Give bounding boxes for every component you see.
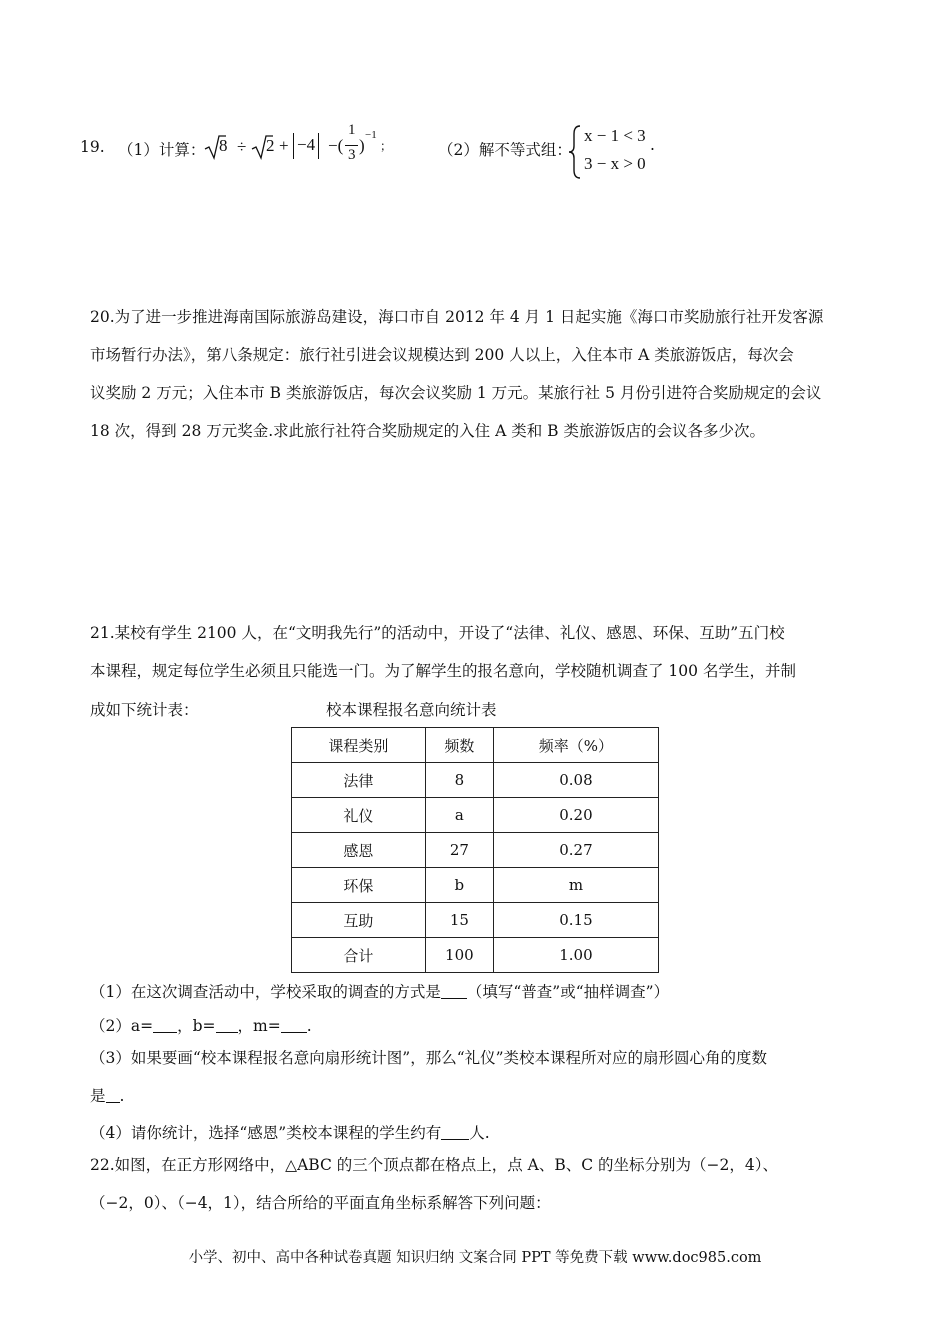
divide-sign: ÷: [237, 137, 247, 156]
question-21: [90, 614, 860, 690]
q19-period: .: [650, 136, 655, 154]
fraction-numerator: 1: [348, 122, 356, 138]
absolute-value: −4: [293, 133, 319, 159]
page-footer: 小学、初中、高中各种试卷真题 知识归纳 文案合同 PPT 等免费下载 www.doc985.com: [188, 1250, 762, 1266]
q19-number: 19.: [80, 138, 105, 156]
question-20: [90, 298, 860, 450]
table-header-cell: 频率（%）: [493, 728, 658, 763]
q21-sub4-text: （4）请你统计，选择“感恩”类校本课程的学生约有: [90, 1124, 442, 1142]
q21-sub1-text: （1）在这次调查活动中，学校采取的调查的方式是: [90, 983, 441, 1001]
sqrt-radicand-2: 2: [266, 136, 275, 155]
q22-line: 22.如图，在正方形网络中，△ABC 的三个顶点都在格点上，点 A、B、C 的坐标分别为（−2，4）、: [90, 1156, 778, 1174]
q21-sub1: [90, 980, 669, 1002]
q21-sub3: [90, 1039, 860, 1115]
table-cell: 27: [425, 833, 493, 868]
table-header-cell: 课程类别: [292, 728, 426, 763]
q21-line: 21.某校有学生 2100 人，在“文明我先行”的活动中，开设了“法律、礼仪、感恩、环保、互助”五门校: [90, 624, 785, 642]
table-cell: b: [425, 868, 493, 903]
inequality-line-1: x − 1 < 3: [584, 126, 646, 145]
table-cell: 合计: [292, 938, 426, 973]
table-cell: 8: [425, 763, 493, 798]
q21-sub3-period: .: [119, 1087, 125, 1105]
question-22: [90, 1146, 860, 1222]
q20-line: 18 次，得到 28 万元奖金.求此旅行社符合奖励规定的入住 A 类和 B 类旅游饭店的会议各多少次。: [90, 422, 765, 440]
semicolon: ；: [380, 139, 393, 153]
q19-part1-label: （1）计算：: [118, 141, 206, 159]
q20-line: 20.为了进一步推进海南国际旅游岛建设，海口市自 2012 年 4 月 1 日起实施《海口市奖励旅行社开发客源: [90, 308, 824, 326]
answer-blank[interactable]: [441, 984, 467, 999]
table-row: [292, 903, 659, 938]
q21-sub1-hint: （填写“普查”或“抽样调查”）: [466, 983, 670, 1001]
table-cell: m: [493, 868, 658, 903]
table-cell: a: [425, 798, 493, 833]
table-cell: 0.15: [493, 903, 658, 938]
fraction-denominator: 3: [348, 147, 356, 163]
q20-line: 议奖励 2 万元；入住本市 B 类旅游饭店，每次会议奖励 1 万元。某旅行社 5 月份引进符合奖励规定的会议: [90, 384, 822, 402]
close-paren: ): [359, 136, 365, 155]
table-row: [292, 833, 659, 868]
q21-sub4: [90, 1121, 490, 1143]
minus-open-paren: −(: [328, 136, 344, 155]
plus-sign: +: [279, 136, 289, 155]
exponent: −1: [365, 129, 377, 141]
answer-blank[interactable]: [106, 1088, 120, 1103]
q20-line: 市场暂行办法》，第八条规定：旅行社引进会议规模达到 200 人以上，入住本市 A 类旅游饭店，每次会: [90, 346, 794, 364]
table-row: [292, 938, 659, 973]
q21-line: 本课程，规定每位学生必须且只能选一门。为了解学生的报名意向，学校随机调查了 100 名学生，并制: [90, 662, 796, 680]
q21-line-3: 成如下统计表：: [90, 701, 199, 719]
table-row: [292, 763, 659, 798]
table-cell: 100: [425, 938, 493, 973]
table-cell: 感恩: [292, 833, 426, 868]
statistics-table: [291, 727, 659, 973]
q21-sub2: [90, 1014, 312, 1036]
table-row: [292, 798, 659, 833]
q22-line: （−2，0）、（−4，1），结合所给的平面直角坐标系解答下列问题：: [90, 1194, 551, 1212]
answer-blank-m[interactable]: [281, 1018, 307, 1033]
answer-blank[interactable]: [441, 1125, 469, 1140]
inequality-line-2: 3 − x > 0: [584, 154, 646, 173]
table-cell: 礼仪: [292, 798, 426, 833]
table-cell: 15: [425, 903, 493, 938]
table-cell: 互助: [292, 903, 426, 938]
table-cell: 1.00: [493, 938, 658, 973]
answer-blank-b[interactable]: [216, 1018, 238, 1033]
table-header-cell: 频数: [425, 728, 493, 763]
table-title: 校本课程报名意向统计表: [326, 701, 497, 719]
q21-sub2-text: （2）a=: [90, 1017, 154, 1035]
table-cell: 0.08: [493, 763, 658, 798]
table-cell: 环保: [292, 868, 426, 903]
left-brace-icon: [568, 124, 582, 180]
q21-sub4-text: 人.: [469, 1124, 490, 1142]
q21-sub3-text: 是: [90, 1087, 106, 1105]
sqrt-radicand-8: 8: [219, 136, 228, 155]
q21-sub3-line: （3）如果要画“校本课程报名意向扇形统计图”，那么“礼仪”类校本课程所对应的扇形圆心角的度数: [90, 1049, 768, 1067]
q21-sub2-text: ，m=: [237, 1017, 281, 1035]
table-cell: 0.20: [493, 798, 658, 833]
table-header-row: [292, 728, 659, 763]
table-row: [292, 868, 659, 903]
table-cell: 法律: [292, 763, 426, 798]
q21-sub2-period: .: [306, 1017, 312, 1035]
answer-blank-a[interactable]: [153, 1018, 177, 1033]
q19-part1-expression: [204, 122, 393, 178]
q21-sub2-text: ，b=: [177, 1017, 216, 1035]
fraction-bar: [345, 145, 358, 146]
table-cell: 0.27: [493, 833, 658, 868]
q19-part2-label: （2）解不等式组：: [438, 141, 572, 159]
